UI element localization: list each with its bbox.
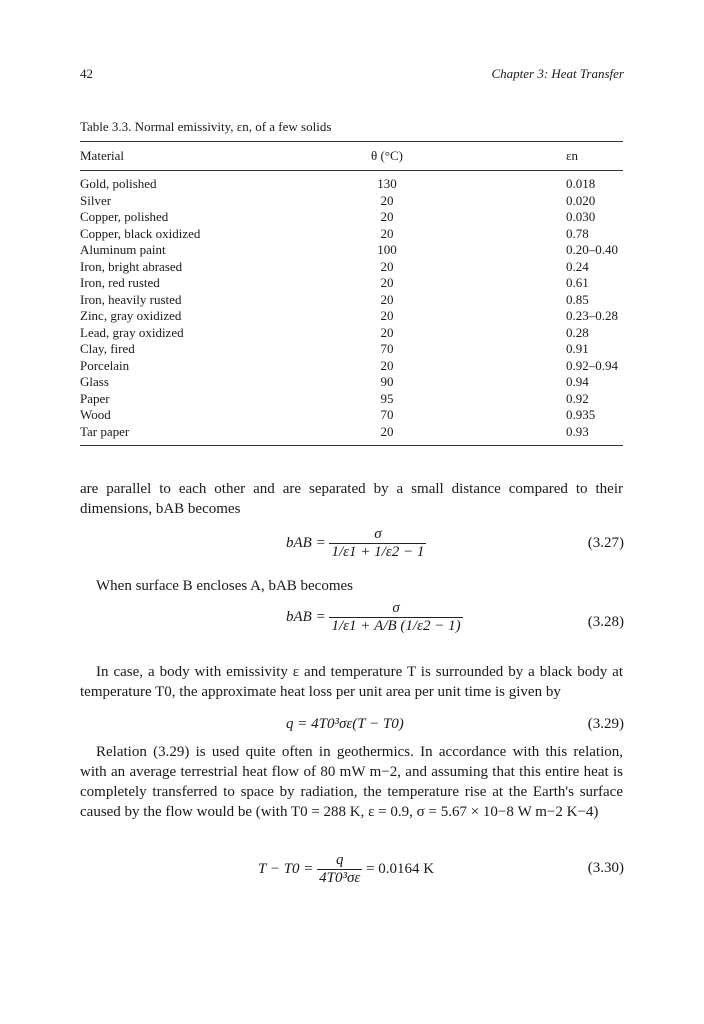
equation-number-3-29: (3.29) [587, 716, 624, 732]
material-cell: Porcelain [80, 357, 130, 373]
emissivity-cell: 0.85 [566, 291, 589, 307]
emissivity-cell: 0.23–0.28 [566, 308, 618, 323]
table-row [0, 292, 704, 309]
material-cell: Copper, black oxidized [80, 225, 201, 241]
eq-328-lhs: bAB = [286, 608, 326, 625]
eq-327-fraction [329, 526, 426, 561]
eq-327-numerator: σ [374, 526, 382, 542]
emissivity-cell: 0.020 [566, 192, 596, 208]
temperature-cell: 70 [380, 407, 394, 422]
column-header-emissivity: εn [566, 148, 578, 163]
temperature-cell: 20 [380, 275, 394, 290]
material-cell: Zinc, gray oxidized [80, 308, 182, 323]
material-cell: Silver [80, 192, 112, 208]
table-row [0, 275, 704, 292]
temperature-cell: 95 [380, 390, 394, 406]
material-cell: Iron, heavily rusted [80, 291, 182, 307]
temperature-cell: 20 [380, 258, 394, 274]
equation-number-3-27: (3.27) [587, 535, 624, 551]
material-cell: Clay, fired [80, 341, 135, 356]
emissivity-cell: 0.935 [566, 407, 596, 422]
table-row [0, 424, 704, 441]
paragraph-3: In case, a body with emissivity ε and temperature T is surrounded by a black body at temperature T0, the approximate heat loss per unit area per unit time is given by [80, 664, 623, 700]
paragraph-2: When surface B encloses A, bAB becomes [96, 578, 354, 594]
table-row [0, 242, 704, 259]
emissivity-cell: 0.91 [566, 341, 589, 356]
column-header-temperature: θ (°C) [370, 148, 403, 163]
eq-328-denominator: 1/ε1 + A/B (1/ε2 − 1) [331, 618, 461, 634]
table-bottom-rule [80, 445, 623, 446]
table-row [0, 308, 704, 325]
temperature-cell: 90 [380, 374, 394, 389]
temperature-cell: 20 [380, 291, 394, 307]
emissivity-cell: 0.92 [566, 390, 589, 406]
equation-3-30 [258, 852, 434, 887]
material-cell: Gold, polished [80, 176, 157, 191]
equation-3-29: q = 4T0³σε(T − T0) [286, 716, 404, 732]
emissivity-cell: 0.28 [566, 324, 589, 340]
equation-number-3-30: (3.30) [587, 860, 624, 876]
table-row [0, 374, 704, 391]
eq-330-rhs: = 0.0164 K [366, 860, 435, 877]
emissivity-cell: 0.030 [566, 209, 596, 224]
material-cell: Wood [80, 407, 111, 422]
material-cell: Tar paper [80, 423, 130, 439]
table-caption: Table 3.3. Normal emissivity, εn, of a few solids [80, 119, 332, 134]
eq-330-numerator: q [336, 852, 344, 868]
eq-327-lhs: bAB = [286, 534, 326, 551]
table-top-rule [80, 141, 623, 142]
paragraph-1: are parallel to each other and are separated by a small distance compared to their dimensions, bAB becomes [80, 481, 623, 517]
material-cell: Lead, gray oxidized [80, 324, 184, 340]
emissivity-cell: 0.24 [566, 258, 589, 274]
page-number: 42 [80, 66, 93, 81]
material-cell: Glass [80, 374, 109, 389]
table-header-rule [80, 170, 623, 171]
table-row [0, 226, 704, 243]
emissivity-cell: 0.61 [566, 275, 589, 290]
table-row [0, 176, 704, 193]
temperature-cell: 20 [380, 308, 394, 323]
equation-number-3-28: (3.28) [587, 614, 624, 630]
equation-3-28 [286, 600, 463, 635]
paragraph-4: Relation (3.29) is used quite often in geothermics. In accordance with this relation, with an average terrestrial heat flow of 80 mW m−2, and assuming that this entire heat is completely transferred to space by radiation, the temperature rise at the Earth's surface caused by the flow would be (with T0 = 288 K, ε = 0.9, σ = 5.67 × 10−8 W m−2 K−4) [80, 744, 623, 820]
table-body [0, 176, 704, 440]
temperature-cell: 20 [380, 209, 394, 224]
temperature-cell: 70 [380, 341, 394, 356]
eq-330-denominator: 4T0³σε [319, 870, 361, 886]
emissivity-cell: 0.93 [566, 423, 589, 439]
table-row [0, 193, 704, 210]
eq-330-lhs: T − T0 = [258, 860, 314, 877]
emissivity-cell: 0.94 [566, 374, 589, 389]
eq-328-fraction [329, 600, 462, 635]
material-cell: Iron, red rusted [80, 275, 160, 290]
running-head: Chapter 3: Heat Transfer [491, 66, 624, 81]
table-row [0, 358, 704, 375]
temperature-cell: 100 [377, 242, 397, 257]
emissivity-cell: 0.78 [566, 225, 589, 241]
material-cell: Copper, polished [80, 209, 169, 224]
table-row [0, 391, 704, 408]
emissivity-cell: 0.018 [566, 176, 596, 191]
column-header-material: Material [80, 148, 125, 163]
table-row [0, 259, 704, 276]
eq-327-denominator: 1/ε1 + 1/ε2 − 1 [331, 544, 425, 560]
eq-330-fraction [317, 852, 362, 887]
temperature-cell: 130 [377, 176, 397, 191]
material-cell: Iron, bright abrased [80, 258, 183, 274]
table-row [0, 407, 704, 424]
temperature-cell: 20 [380, 225, 394, 241]
table-row [0, 209, 704, 226]
emissivity-cell: 0.92–0.94 [566, 357, 618, 373]
table-row [0, 341, 704, 358]
temperature-cell: 20 [380, 357, 394, 373]
temperature-cell: 20 [380, 423, 394, 439]
eq-328-numerator: σ [392, 600, 400, 616]
material-cell: Aluminum paint [80, 242, 166, 257]
emissivity-cell: 0.20–0.40 [566, 242, 618, 257]
material-cell: Paper [80, 390, 110, 406]
temperature-cell: 20 [380, 324, 394, 340]
equation-3-27 [286, 526, 426, 561]
table-row [0, 325, 704, 342]
temperature-cell: 20 [380, 192, 394, 208]
